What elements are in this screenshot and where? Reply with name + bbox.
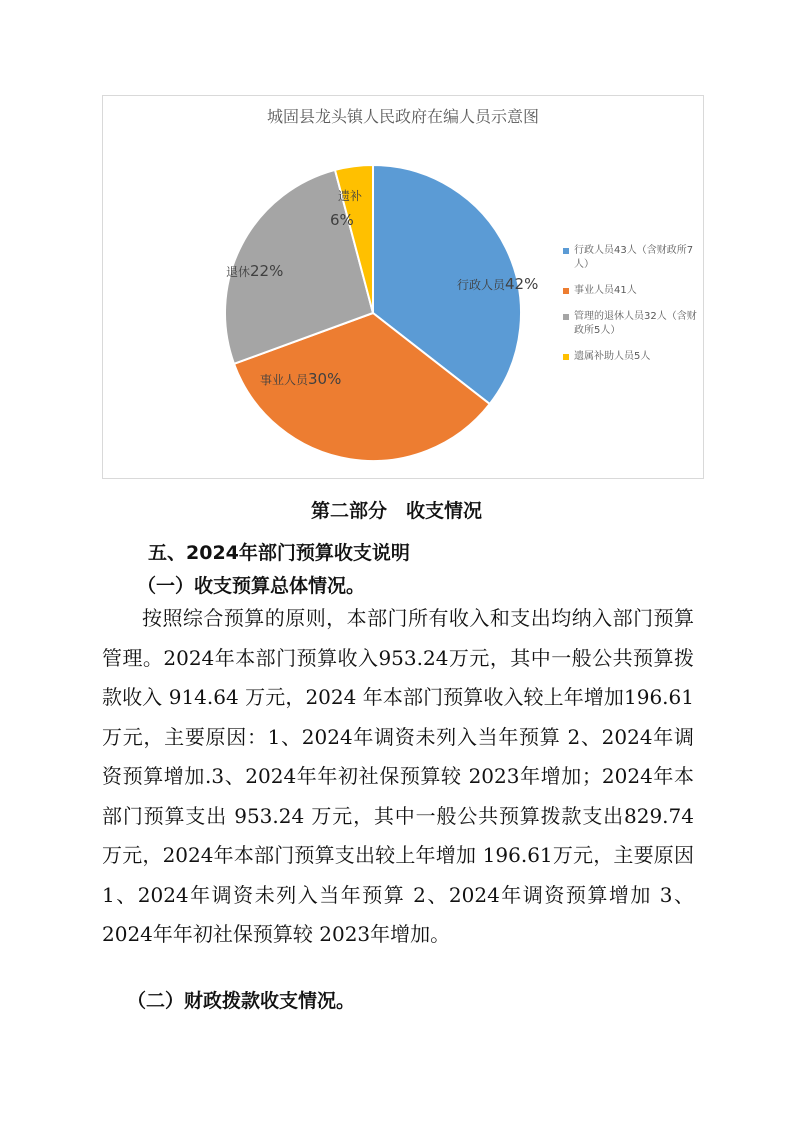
legend-label: 遗属补助人员5人 bbox=[574, 351, 651, 362]
slice-label: 事业人员30% bbox=[260, 370, 342, 388]
heading-overall-budget: （一）收支预算总体情况。 bbox=[137, 575, 366, 597]
slice-label: 遗补 6% bbox=[330, 189, 363, 229]
legend-swatch bbox=[563, 354, 569, 360]
legend-item-staff bbox=[563, 284, 701, 298]
heading-fiscal-appropriation: （二）财政拨款收支情况。 bbox=[127, 990, 356, 1012]
slice-label: 行政人员42% bbox=[457, 275, 539, 293]
legend-item-retired bbox=[563, 310, 701, 338]
legend-label: 行政人员43人（含财政所7人） bbox=[574, 245, 694, 270]
chart-title: 城固县龙头镇人民政府在编人员示意图 bbox=[266, 107, 539, 126]
legend-label: 管理的退休人员32人（含财政所5人） bbox=[574, 311, 697, 336]
body-paragraph: 按照综合预算的原则，本部门所有收入和支出均纳入部门预算管理。2024年本部门预算收入953.24万元，其中一般公共预算拨款收入 914.64 万元，2024 年本部门预算收入较上年增加196.61万元，主要原因：1、2024年调资未列入当年预算 2、2024年调资预算增加.3、2024年年初社保预算较 2023年增加；2024年本部门预算支出 953.24 万元，其中一般公共预算拨款支出829.74万元，2024年本部门预算支出较上年增加 196.61万元，主要原因1、2024年调资未列入当年预算 2、2024年调资预算增加 3、2024年年初社保预算较 2023年增加。 bbox=[102, 606, 694, 946]
heading-budget-explanation: 五、2024年部门预算收支说明 bbox=[148, 542, 410, 564]
section-title: 第二部分 收支情况 bbox=[310, 500, 482, 522]
pie-chart bbox=[102, 95, 704, 479]
legend-item-survivor bbox=[563, 350, 701, 364]
slice-label: 退休22% bbox=[226, 262, 284, 280]
legend-swatch bbox=[563, 288, 569, 294]
legend-label: 事业人员41人 bbox=[574, 285, 637, 296]
legend-swatch bbox=[563, 248, 569, 254]
chart-legend bbox=[563, 244, 701, 376]
legend-swatch bbox=[563, 314, 569, 320]
legend-item-admin bbox=[563, 244, 701, 272]
